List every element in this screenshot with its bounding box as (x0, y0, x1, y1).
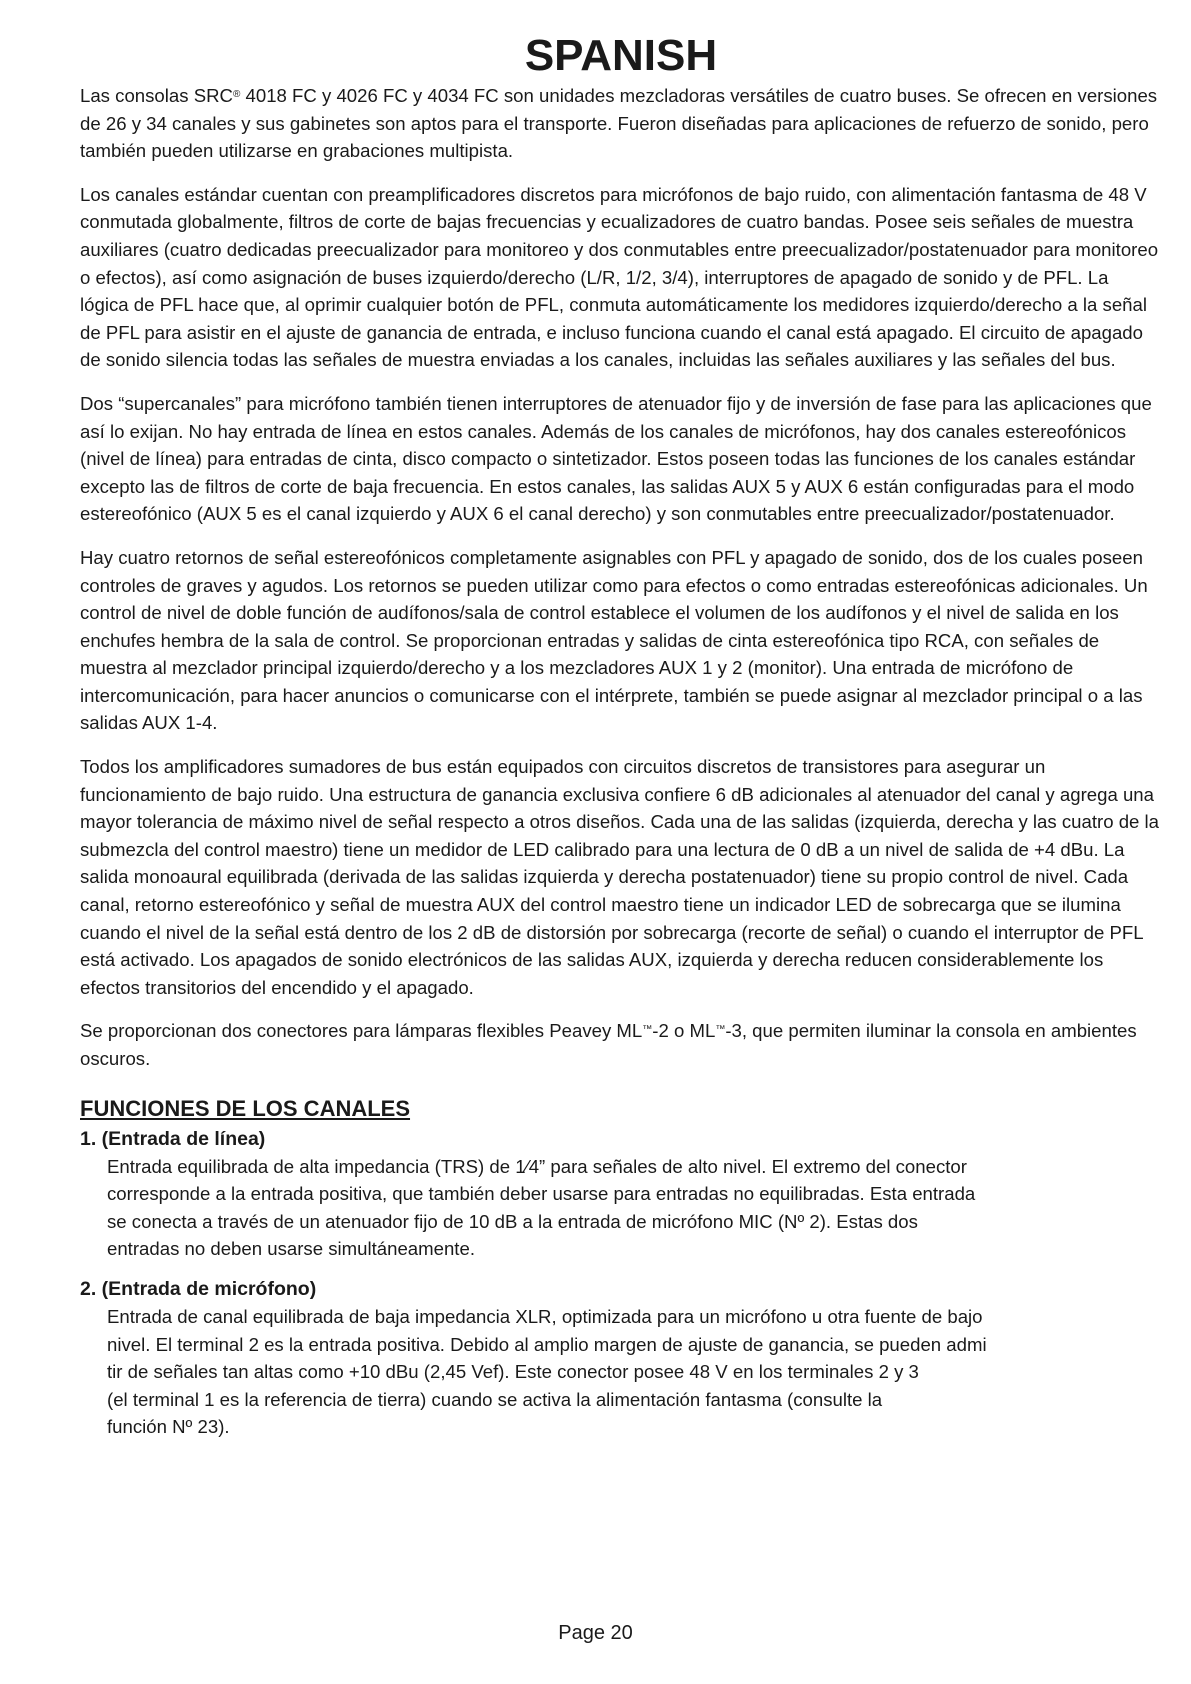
description-line: se conecta a través de un atenuador fijo de 10 dB a la entrada de micrófono MIC (Nº 2). Estas dos (107, 1210, 918, 1232)
function-item-description (107, 1153, 1162, 1263)
trademark-mark-2: ™ (715, 1024, 726, 1036)
description-line: Entrada equilibrada de alta impedancia (TRS) de 1⁄4” para señales de alto nivel. El extremo del conector (107, 1155, 967, 1177)
description-line: (el terminal 1 es la referencia de tierra) cuando se activa la alimentación fantasma (consulte la (107, 1388, 883, 1410)
intro-p6-text-a: Se proporcionan dos conectores para lámparas flexibles Peavey ML (80, 1020, 643, 1042)
description-line: función Nº 23). (107, 1416, 230, 1438)
intro-paragraph-1 (80, 82, 1162, 165)
intro-paragraph-6 (80, 1017, 1162, 1072)
description-line: tir de señales tan altas como +10 dBu (2,45 Vef). Este conector posee 48 V en los terminales 2 y 3 (107, 1361, 919, 1383)
function-item-2 (80, 1275, 1162, 1441)
description-line: nivel. El terminal 2 es la entrada positiva. Debido al amplio margen de ajuste de ganancia, se pueden admi (107, 1333, 987, 1355)
registered-mark: ® (232, 89, 241, 100)
function-item-title: 2. (Entrada de micrófono) (80, 1277, 317, 1300)
trademark-mark-1: ™ (642, 1024, 653, 1036)
manual-page (80, 30, 1162, 1453)
intro-paragraph-2: Los canales estándar cuentan con preamplificadores discretos para micrófonos de bajo ruido, con alimentación fantasma de 48 V conmutada globalmente, filtros de corte de bajas frecuencias y ecualizadores de cuatro bandas. Posee seis señales de muestra auxiliares (cuatro dedicadas preecualizador para monitoreo y dos conmutables entre preecualizador/postatenuador para monitoreo o efectos), así como asignación de buses izquierdo/derecho (L/R, 1/2, 3/4), interruptores de apagado de sonido y de PFL. La lógica de PFL hace que, al oprimir cualquier botón de PFL, conmuta automáticamente los medidores izquierdo/derecho a la señal de PFL para asistir en el ajuste de ganancia de entrada, e incluso funciona cuando el canal está apagado. El circuito de apagado de sonido silencia todas las señales de muestra enviadas a los canales, incluidas las señales auxiliares y las señales del bus. (80, 183, 1159, 371)
page-number: Page 20 (558, 1622, 633, 1644)
intro-p6-text-b: -2 o ML (652, 1020, 716, 1042)
intro-p1-text-b: 4018 FC y 4026 FC y 4034 FC son unidades mezcladoras versátiles de cuatro buses. Se ofrecen en versiones de 26 y 34 canales y sus gabinetes son aptos para el transporte. Fueron diseñadas para aplicaciones de refuerzo de sonido, pero también pueden utilizarse en grabaciones multipista. (80, 85, 1158, 162)
intro-paragraph-4: Hay cuatro retornos de señal estereofónicos completamente asignables con PFL y apagado de sonido, dos de los cuales poseen controles de graves y agudos. Los retornos se pueden utilizar como para efectos o como entradas estereofónicas adicionales. Un control de nivel de doble función de audífonos/sala de control establece el volumen de los audífonos y el nivel de salida en los enchufes hembra de la sala de control. Se proporcionan entradas y salidas de cinta estereofónica tipo RCA, con señales de muestra al mezclador principal izquierdo/derecho y a los mezcladores AUX 1 y 2 (monitor). Una entrada de micrófono de intercomunicación, para hacer anuncios o comunicarse con el intérprete, también se puede asignar al mezclador principal o a las salidas AUX 1-4. (80, 546, 1148, 734)
intro-paragraph-5: Todos los amplificadores sumadores de bus están equipados con circuitos discretos de transistores para asegurar un funcionamiento de bajo ruido. Una estructura de ganancia exclusiva confiere 6 dB adicionales al atenuador del canal y agrega una mayor tolerancia de máximo nivel de señal respecto a otros diseños. Cada una de las salidas (izquierda, derecha y las cuatro de la submezcla del control maestro) tiene un medidor de LED calibrado para una lectura de 0 dB a un nivel de salida de +4 dBu. La salida monoaural equilibrada (derivada de las salidas izquierda y derecha postatenuador) tiene su propio control de nivel. Cada canal, retorno estereofónico y señal de muestra AUX del control maestro tiene un indicador LED de sobrecarga que se ilumina cuando el nivel de la señal está dentro de los 2 dB de distorsión por sobrecarga (recorte de señal) o cuando el interruptor de PFL está activado. Los apagados de sonido electrónicos de las salidas AUX, izquierda y derecha reducen considerablemente los efectos transitorios del encendido y el apagado. (80, 756, 1160, 998)
function-item-description (107, 1303, 1162, 1441)
intro-paragraph-3: Dos “supercanales” para micrófono también tienen interruptores de atenuador fijo y de inversión de fase para las aplicaciones que así lo exijan. No hay entrada de línea en estos canales. Además de los canales de micrófonos, hay dos canales estereofónicos (nivel de línea) para entradas de cinta, disco compacto o sintetizador. Estos poseen todas las funciones de los canales estándar excepto las de filtros de corte de baja frecuencia. En estos canales, las salidas AUX 5 y AUX 6 están configuradas para el modo estereofónico (AUX 5 es el canal izquierdo y AUX 6 el canal derecho) y son conmutables entre preecualizador/postatenuador. (80, 392, 1152, 525)
page-title: SPANISH (524, 31, 718, 80)
section-title: FUNCIONES DE LOS CANALES (80, 1095, 411, 1121)
function-item-title: 1. (Entrada de línea) (80, 1127, 266, 1150)
description-line: Entrada de canal equilibrada de baja impedancia XLR, optimizada para un micrófono u otra fuente de bajo (107, 1305, 983, 1327)
description-line: entradas no deben usarse simultáneamente. (107, 1238, 475, 1260)
intro-p6-text-c: -3, que permiten iluminar la consola en ambientes oscuros. (80, 1020, 1137, 1069)
description-line: corresponde a la entrada positiva, que también deber usarse para entradas no equilibradas. Esta entrada (107, 1183, 976, 1205)
function-item-1 (80, 1125, 1162, 1263)
intro-p1-text-a: Las consolas SRC (80, 85, 233, 106)
